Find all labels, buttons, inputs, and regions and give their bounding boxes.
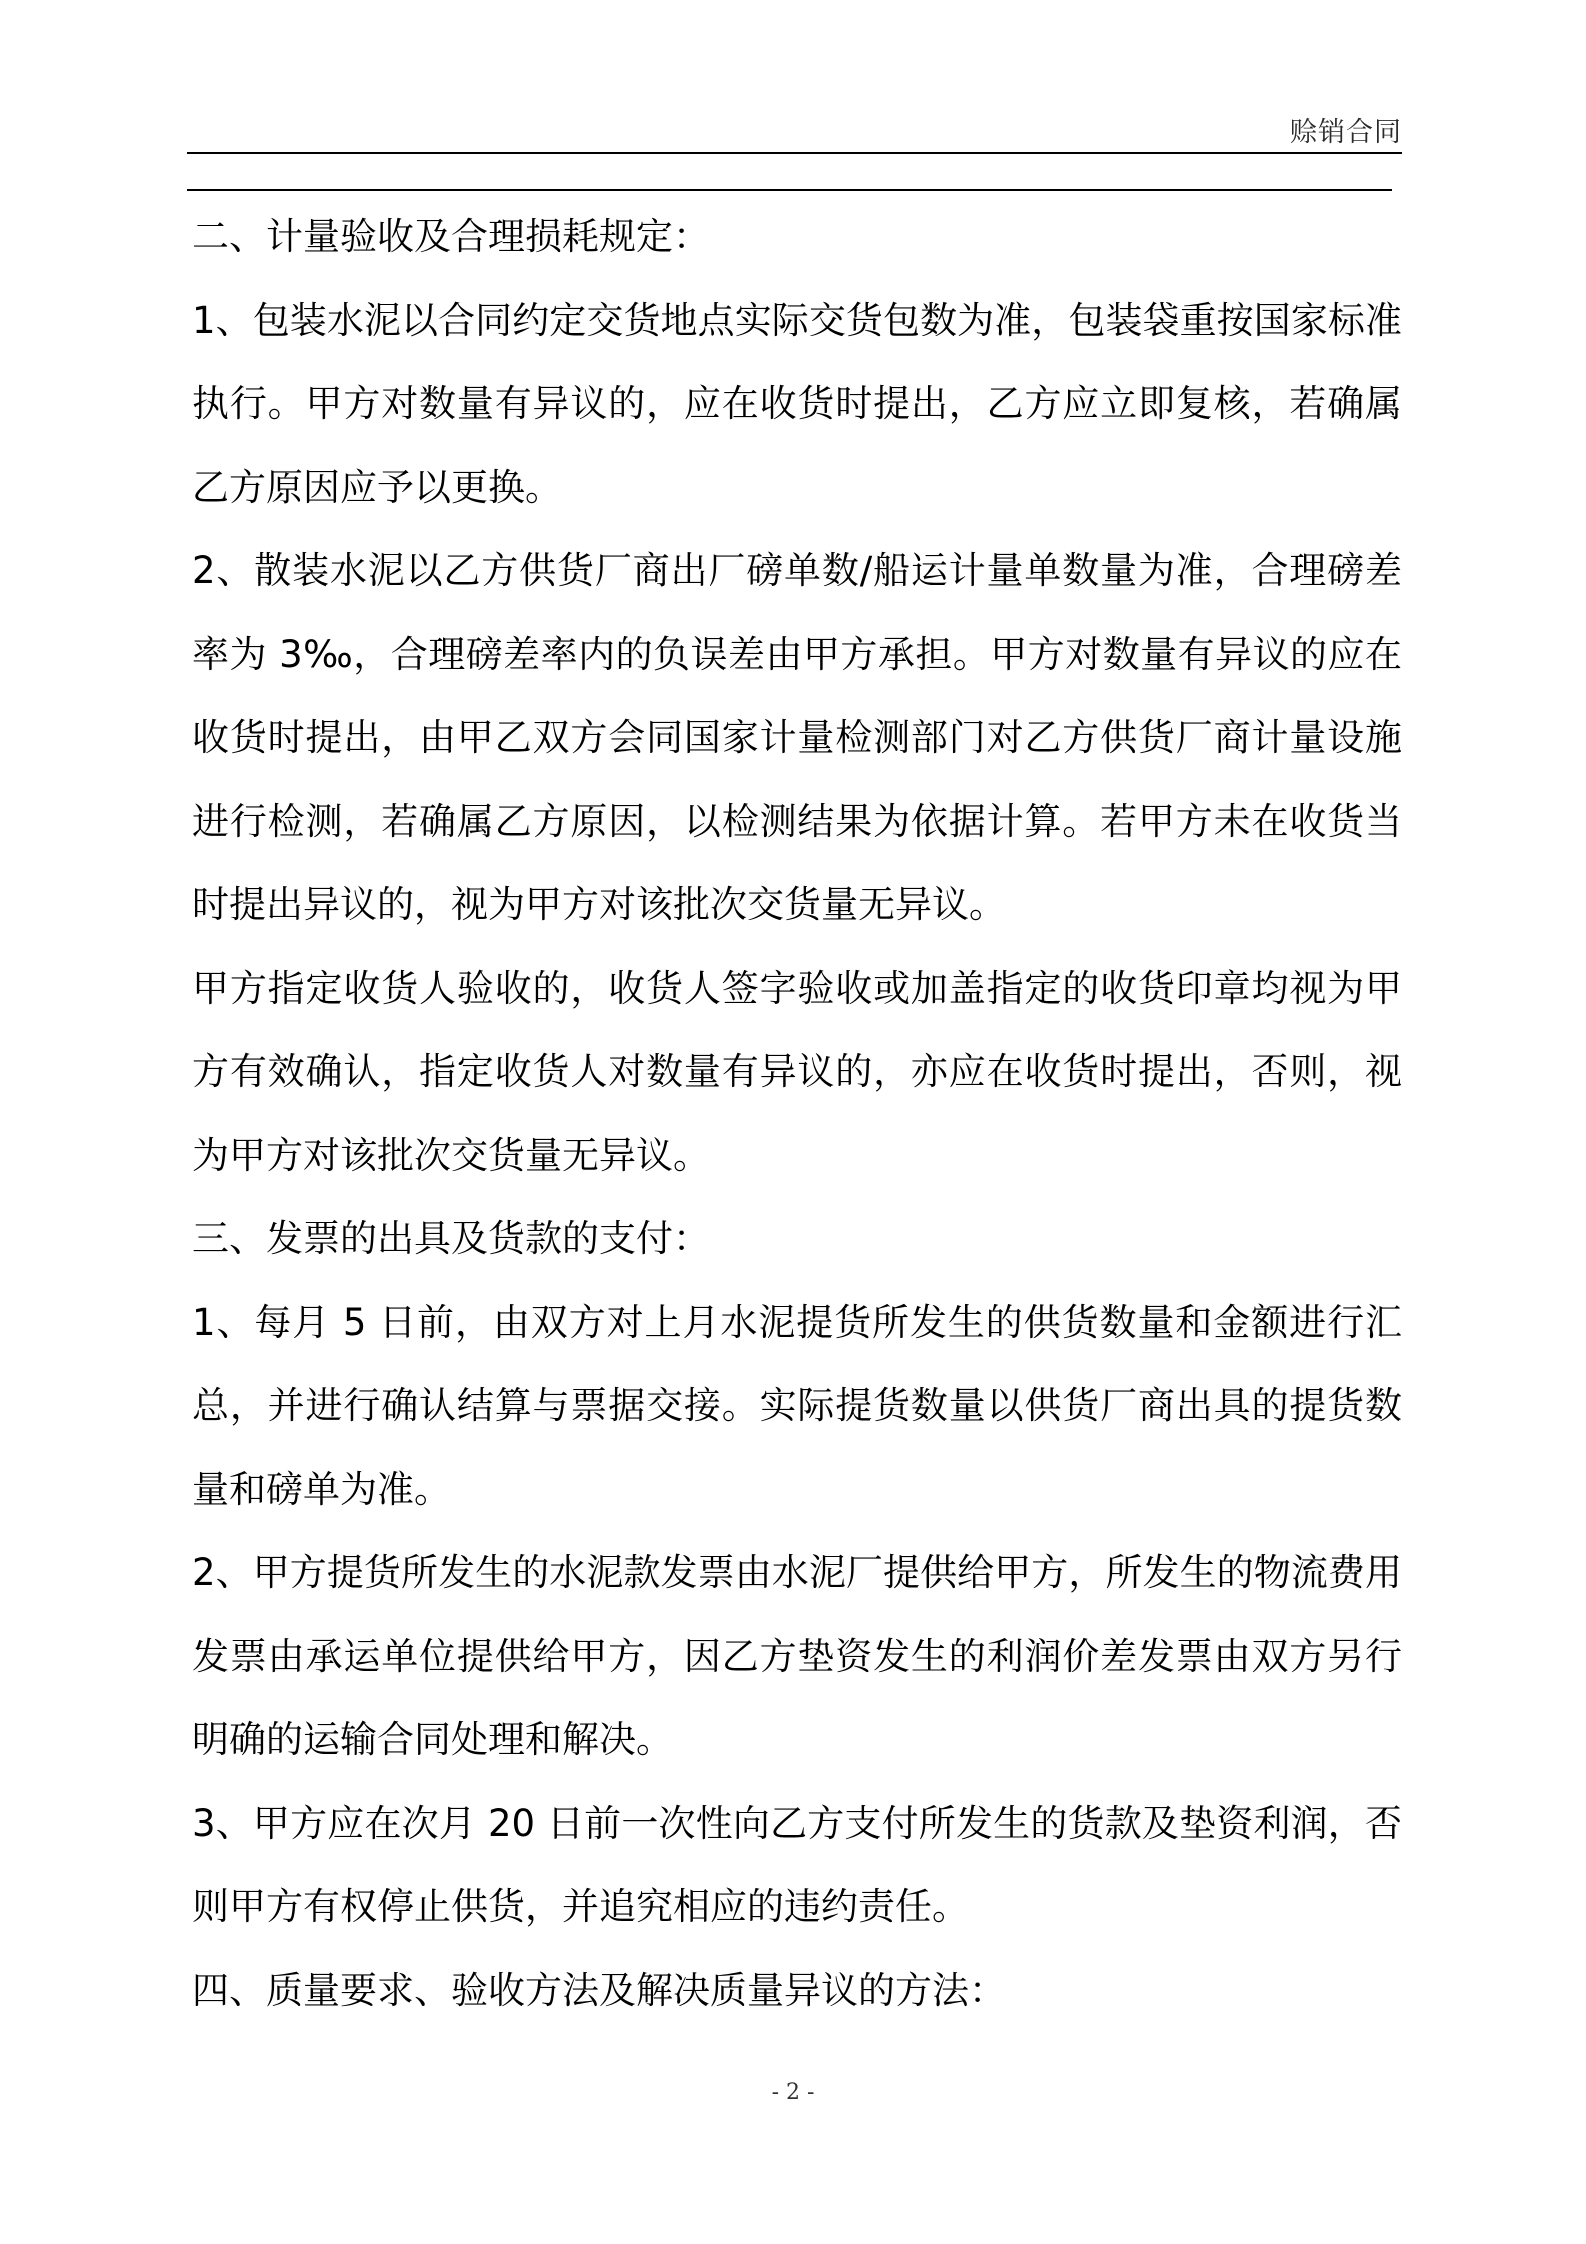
text-line: 1、包装水泥以合同约定交货地点实际交货包数为准，包装袋重按国家标准 <box>192 298 1402 342</box>
text-line: 率为 3‰，合理磅差率内的负误差由甲方承担。甲方对数量有异议的应在 <box>192 632 1402 676</box>
page-number: - 2 - <box>771 2080 815 2105</box>
document-title: 赊销合同 <box>1290 117 1402 148</box>
text-line: 2、散装水泥以乙方供货厂商出厂磅单数/船运计量单数量为准，合理磅差 <box>192 549 1402 592</box>
text-line: 四、质量要求、验收方法及解决质量异议的方法： <box>192 1968 1006 2012</box>
text-line: 乙方原因应予以更换。 <box>192 465 562 509</box>
text-line: 发票由承运单位提供给甲方，因乙方垫资发生的利润价差发票由双方另行 <box>192 1634 1402 1678</box>
text-line: 明确的运输合同处理和解决。 <box>192 1718 673 1761</box>
text-line: 执行。甲方对数量有异议的，应在收货时提出，乙方应立即复核，若确属 <box>192 382 1402 425</box>
text-line: 总，并进行确认结算与票据交接。实际提货数量以供货厂商出具的提货数 <box>192 1384 1402 1427</box>
text-line: 则甲方有权停止供货，并追究相应的违约责任。 <box>192 1885 969 1928</box>
text-line: 1、每月 5 日前，由双方对上月水泥提货所发生的供货数量和金额进行汇 <box>192 1300 1402 1344</box>
text-line: 为甲方对该批次交货量无异议。 <box>192 1133 710 1177</box>
text-line: 量和磅单为准。 <box>192 1467 451 1511</box>
text-line: 3、甲方应在次月 20 日前一次性向乙方支付所发生的货款及垫资利润，否 <box>192 1801 1402 1845</box>
contract-body <box>192 195 1402 2032</box>
header-divider <box>187 152 1402 154</box>
text-line: 2、甲方提货所发生的水泥款发票由水泥厂提供给甲方，所发生的物流费用 <box>192 1551 1402 1594</box>
text-line: 进行检测，若确属乙方原因，以检测结果为依据计算。若甲方未在收货当 <box>192 799 1402 843</box>
text-line: 方有效确认，指定收货人对数量有异议的，亦应在收货时提出，否则，视 <box>192 1050 1402 1093</box>
section-divider <box>187 189 1392 191</box>
text-line: 二、计量验收及合理损耗规定： <box>192 215 710 258</box>
text-line: 时提出异议的，视为甲方对该批次交货量无异议。 <box>192 883 1006 926</box>
text-line: 收货时提出，由甲乙双方会同国家计量检测部门对乙方供货厂商计量设施 <box>192 716 1402 759</box>
text-line: 三、发票的出具及货款的支付： <box>192 1217 710 1260</box>
text-line: 甲方指定收货人验收的，收货人签字验收或加盖指定的收货印章均视为甲 <box>192 966 1402 1010</box>
